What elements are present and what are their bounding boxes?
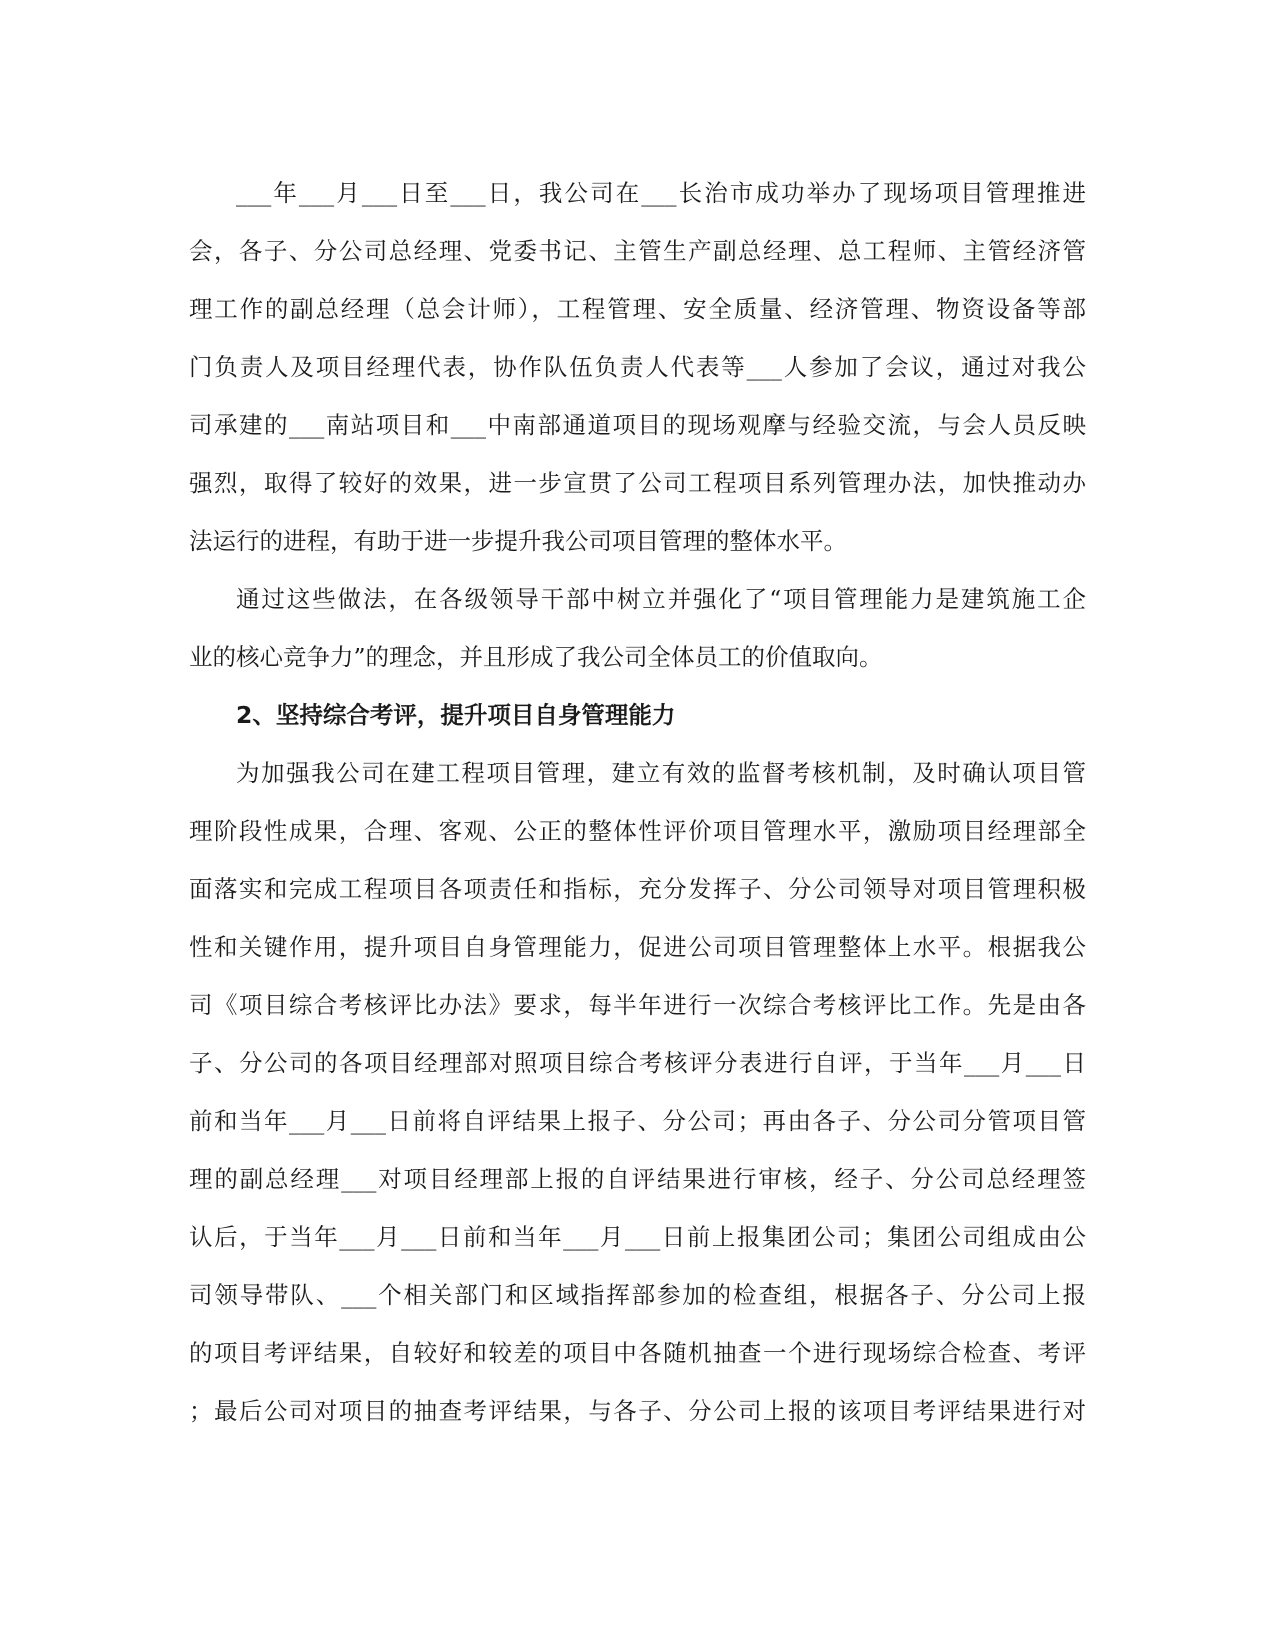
- text-line: 性和关键作用，提升项目自身管理能力，促进公司项目管理整体上水平。根据我公: [189, 933, 1086, 961]
- text-line: 强烈，取得了较好的效果，进一步宣贯了公司工程项目系列管理办法，加快推动办: [189, 469, 1086, 497]
- section-heading: 2、坚持综合考评，提升项目自身管理能力: [236, 701, 676, 729]
- text-line: 子、分公司的各项目经理部对照项目综合考核评分表进行自评，于当年___月___日: [189, 1049, 1086, 1077]
- text-line: 为加强我公司在建工程项目管理，建立有效的监督考核机制，及时确认项目管: [236, 759, 1086, 787]
- text-line: 门负责人及项目经理代表，协作队伍负责人代表等___人参加了会议，通过对我公: [189, 353, 1086, 381]
- text-line: ___年___月___日至___日，我公司在___长治市成功举办了现场项目管理推进: [236, 179, 1086, 207]
- text-line: 通过这些做法，在各级领导干部中树立并强化了“项目管理能力是建筑施工企: [236, 585, 1086, 613]
- text-line: 司承建的___南站项目和___中南部通道项目的现场观摩与经验交流，与会人员反映: [189, 411, 1086, 439]
- text-line: 理工作的副总经理（总会计师），工程管理、安全质量、经济管理、物资设备等部: [189, 295, 1086, 323]
- text-line: 面落实和完成工程项目各项责任和指标，充分发挥子、分公司领导对项目管理积极: [189, 875, 1086, 903]
- text-line: 会，各子、分公司总经理、党委书记、主管生产副总经理、总工程师、主管经济管: [189, 237, 1086, 265]
- text-line: 认后，于当年___月___日前和当年___月___日前上报集团公司；集团公司组成由公: [189, 1223, 1086, 1251]
- paragraph-concept: [189, 570, 1086, 686]
- text-line: 理阶段性成果，合理、客观、公正的整体性评价项目管理水平，激励项目经理部全: [189, 817, 1086, 845]
- paragraph-meeting: [189, 164, 1086, 570]
- text-line: 业的核心竞争力”的理念，并且形成了我公司全体员工的价值取向。: [189, 643, 883, 671]
- document-body: [189, 164, 1086, 1440]
- text-line: 理的副总经理___对项目经理部上报的自评结果进行审核，经子、分公司总经理签: [189, 1165, 1086, 1193]
- paragraph-evaluation: [189, 744, 1086, 1440]
- text-line: ；最后公司对项目的抽查考评结果，与各子、分公司上报的该项目考评结果进行对: [189, 1397, 1086, 1425]
- text-line: 法运行的进程，有助于进一步提升我公司项目管理的整体水平。: [189, 527, 847, 555]
- text-line: 司《项目综合考核评比办法》要求，每半年进行一次综合考核评比工作。先是由各: [189, 991, 1086, 1019]
- text-line: 前和当年___月___日前将自评结果上报子、分公司；再由各子、分公司分管项目管: [189, 1107, 1086, 1135]
- text-line: 的项目考评结果，自较好和较差的项目中各随机抽查一个进行现场综合检查、考评: [189, 1339, 1086, 1367]
- text-line: 司领导带队、___个相关部门和区域指挥部参加的检查组，根据各子、分公司上报: [189, 1281, 1086, 1309]
